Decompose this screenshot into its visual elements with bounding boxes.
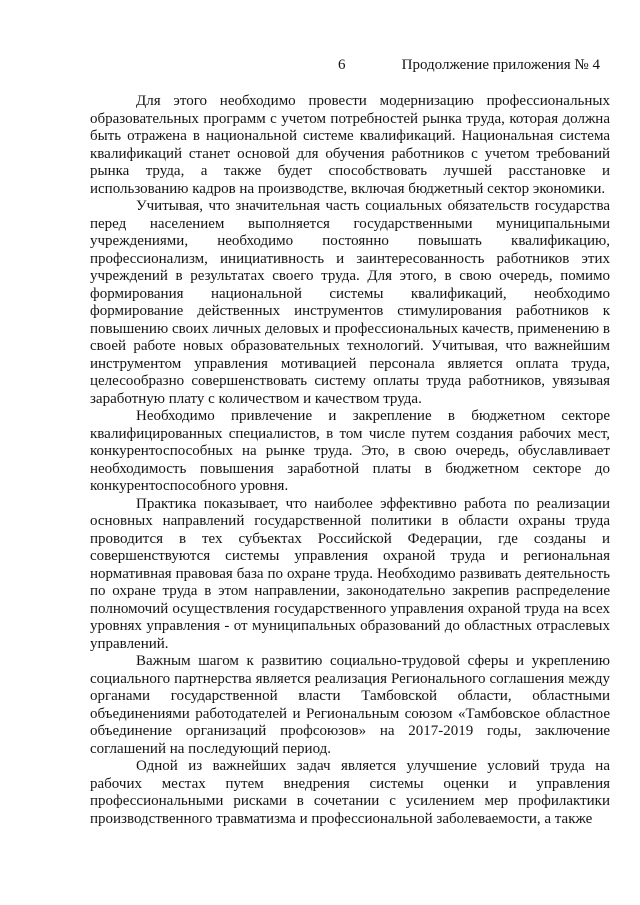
page-number: 6 (338, 57, 346, 73)
paragraph: Одной из важнейших задач является улучшение условий труда на рабочих местах путем внедрения системы оценки и управления профессиональными рисками в сочетании с усилением мер профилактики производственного травматизма и профессиональной заболеваемости, а также (90, 758, 610, 827)
paragraph: Практика показывает, что наиболее эффективно работа по реализации основных направлений государственной политики в области охраны труда проводится в тех субъектах Российской Федерации, где созданы и совершенствуются системы управления охраной труда и региональная нормативная правовая база по охране труда. Необходимо развивать деятельность по охране труда в этом направлении, законодательно закрепив распределение полномочий осуществления государственного управления охраной труда на всех уровнях управления - от муниципальных образований до областных отраслевых управлений. (90, 495, 610, 652)
paragraph: Необходимо привлечение и закрепление в бюджетном секторе квалифицированных специалистов, в том числе путем создания рабочих мест, конкурентоспособных на рынке труда. Это, в свою очередь, обуславливает необходимость повышения заработной платы в бюджетном секторе до конкурентоспособного уровня. (90, 408, 610, 494)
document-body (90, 93, 610, 828)
paragraph: Учитывая, что значительная часть социальных обязательств государства перед населением выполняется государственными муниципальными учреждениями, необходимо постоянно повышать квалификацию, профессионализм, инициативность и заинтересованность работников этих учреждений в результатах своего труда. Для этого, в свою очередь, помимо формирования национальной системы квалификаций, необходимо формирование действенных инструментов стимулирования работников к повышению своих личных деловых и профессиональных качеств, применению в своей работе новых образовательных технологий. Учитывая, что важнейшим инструментом управления мотивацией персонала является оплата труда, целесообразно совершенствовать систему оплаты труда работников, увязывая заработную плату с количеством и качеством труда. (90, 198, 610, 407)
appendix-continuation-label: Продолжение приложения № 4 (401, 57, 600, 73)
paragraph: Для этого необходимо провести модернизацию профессиональных образовательных программ с учетом потребностей рынка труда, которая должна быть отражена в национальной системе квалификаций. Национальная система квалификаций станет основой для обучения работников с учетом требований рынка труда, а также будет способствовать лучшей расстановке и использованию кадров на производстве, включая бюджетный сектор экономики. (90, 93, 610, 197)
paragraph: Важным шагом к развитию социально-трудовой сферы и укреплению социального партнерства является реализация Регионального соглашения между органами государственной власти Тамбовской области, областными объединениями работодателей и Региональным союзом «Тамбовское областное объединение организаций профсоюзов» на 2017-2019 годы, заключение соглашений на последующий период. (90, 653, 610, 757)
